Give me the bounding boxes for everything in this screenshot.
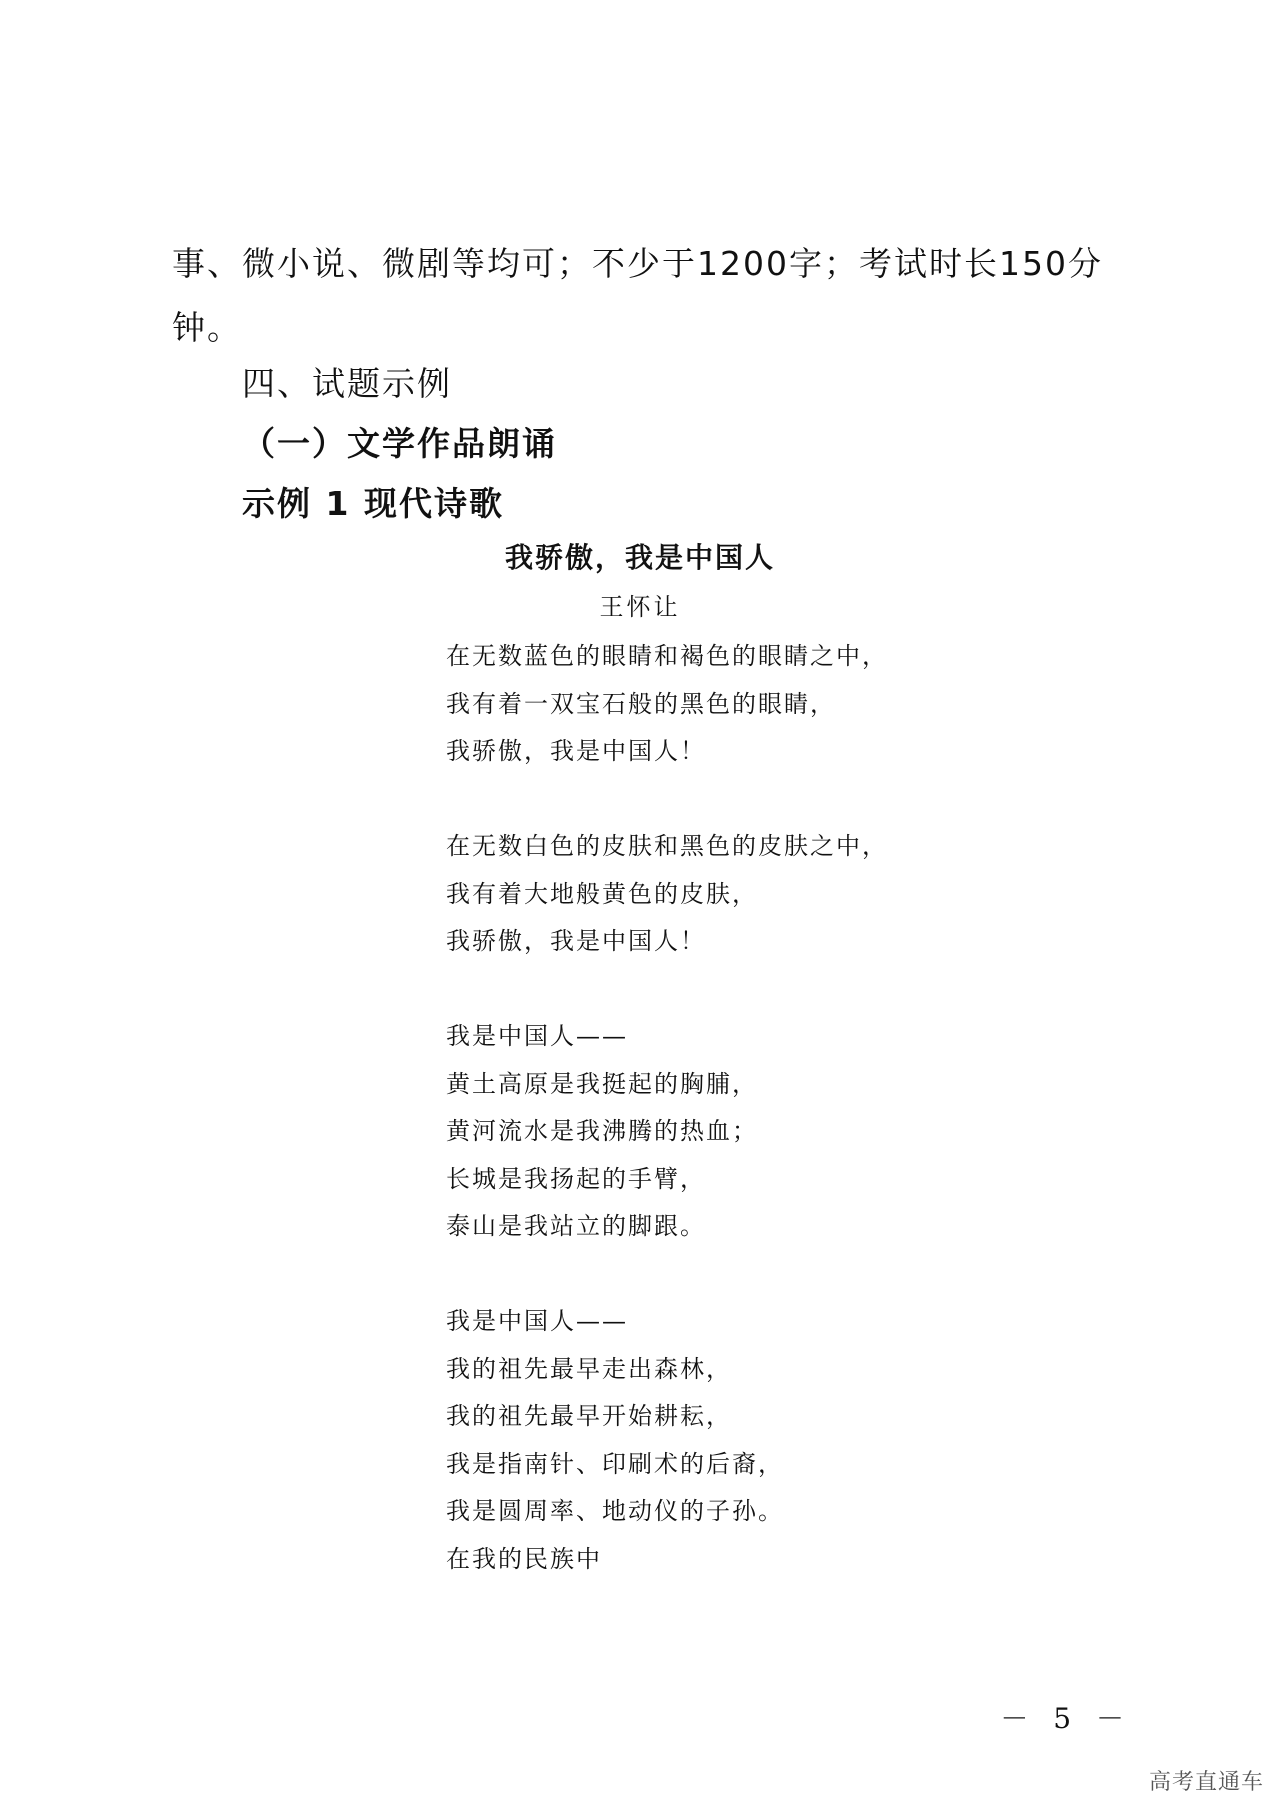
poem-stanza-break	[446, 776, 888, 824]
poem-line: 在我的民族中	[446, 1544, 602, 1573]
poem-line: 我是中国人——	[446, 1022, 628, 1050]
poem-line: 我的祖先最早开始耕耘，	[446, 1402, 732, 1430]
poem-line: 黄河流水是我沸腾的热血；	[446, 1117, 758, 1145]
poem-line: 我是圆周率、地动仪的子孙。	[446, 1497, 784, 1525]
poem-author: 王怀让	[599, 593, 681, 621]
poem-line: 长城是我扬起的手臂，	[446, 1164, 706, 1193]
poem-line: 我有着一双宝石般的黑色的眼睛，	[446, 689, 836, 718]
poem-line: 在无数蓝色的眼睛和褐色的眼睛之中，	[446, 642, 888, 670]
poem-stanza-break	[446, 966, 888, 1014]
poem-line: 在无数白色的皮肤和黑色的皮肤之中，	[446, 832, 888, 860]
poem-line: 黄土高原是我挺起的胸脯，	[446, 1069, 758, 1098]
poem-line: 我骄傲，我是中国人！	[446, 737, 706, 765]
continued-paragraph: 事、微小说、微剧等均可；不少于1200字；考试时长150分钟。	[172, 244, 1103, 347]
subsection-heading: （一）文学作品朗诵	[242, 424, 557, 463]
example-heading: 示例 1 现代诗歌	[242, 484, 504, 523]
watermark: 高考直通车	[1148, 1770, 1264, 1795]
section-heading: 四、试题示例	[242, 364, 452, 403]
poem-line: 我有着大地般黄色的皮肤，	[446, 879, 758, 908]
poem-line: 我的祖先最早走出森林，	[446, 1354, 732, 1383]
poem-line: 我是中国人——	[446, 1307, 628, 1335]
poem-line: 我是指南针、印刷术的后裔，	[446, 1449, 784, 1478]
poem-stanza-break	[446, 1251, 888, 1299]
poem-line: 泰山是我站立的脚跟。	[446, 1212, 706, 1240]
page-number: － 5 －	[1000, 1702, 1132, 1735]
poem-body	[446, 633, 888, 1583]
poem-title: 我骄傲，我是中国人	[504, 541, 775, 574]
poem-line: 我骄傲，我是中国人！	[446, 927, 706, 955]
